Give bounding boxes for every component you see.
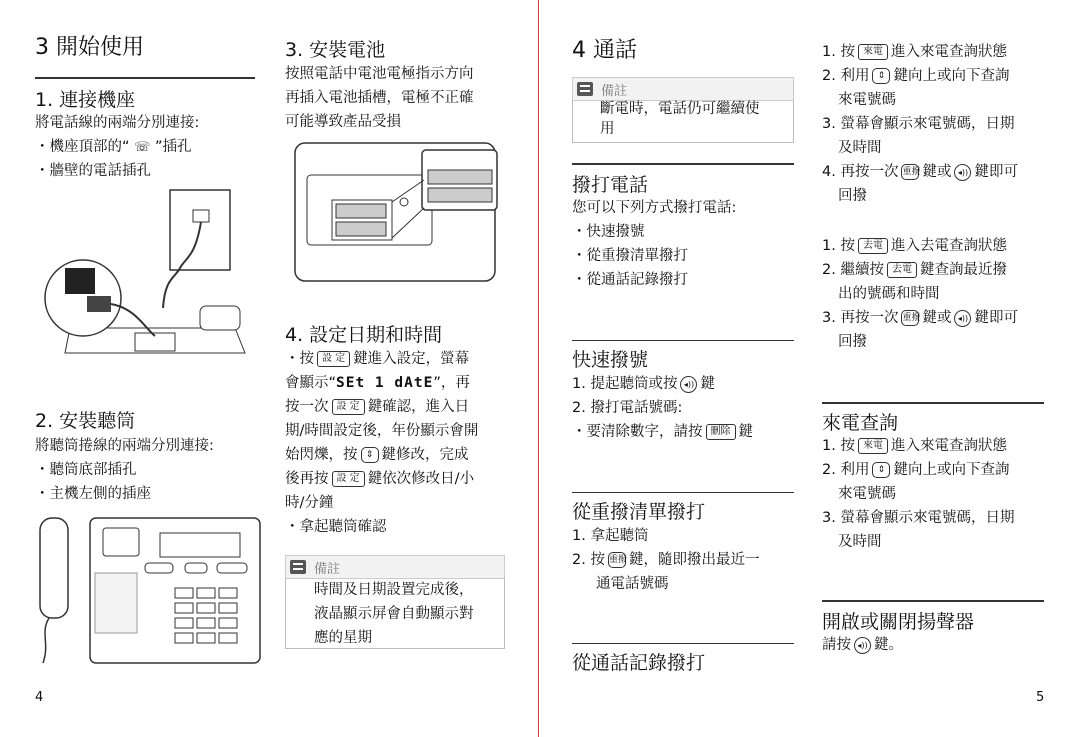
- incoming1-line-3: 來電號碼: [838, 92, 896, 108]
- in1-l6-c: 鍵即可: [974, 164, 1018, 180]
- dial-title: 撥打電話: [572, 174, 649, 196]
- note-left-line-1: 時間及日期設置完成後，: [314, 582, 474, 598]
- quick-line-3: [572, 420, 753, 444]
- dial-bullet-1: ・快速撥號: [572, 224, 645, 240]
- incoming2-line-5: 及時間: [838, 534, 882, 550]
- connect-b1-post: ”插孔: [155, 139, 192, 155]
- callin-key: 來電: [858, 438, 888, 454]
- redial-line-1: 1. 拿起聽筒: [572, 528, 649, 544]
- page-number-left: 4: [35, 690, 44, 705]
- note-icon: [577, 82, 593, 96]
- out-l1-b: 進入去電查詢狀態: [890, 238, 1007, 254]
- datetime-line-6: [285, 467, 474, 491]
- dt-l6-b: 鍵依次修改日/小: [367, 471, 475, 487]
- out-l1-a: 1. 按: [822, 238, 855, 254]
- incoming2-title: 來電查詢: [822, 412, 899, 434]
- speaker-line-1: [822, 633, 903, 657]
- nav-key-icon: ⇕: [872, 68, 890, 84]
- note-left-line-2: 液晶顯示屏會自動顯示對: [314, 606, 474, 622]
- datetime-line-1: [285, 347, 469, 371]
- spk-l1-a: 請按: [822, 637, 851, 653]
- incoming1-line-1: [822, 40, 1007, 64]
- datetime-line-5: [285, 443, 469, 467]
- dt-l2-a: 會顯示“: [285, 375, 337, 391]
- phone-handset-illustration: [35, 513, 265, 668]
- in1-l1-b: 進入來電查詢狀態: [890, 44, 1007, 60]
- redial-title: 從重撥清單撥打: [572, 501, 706, 523]
- redial-l2-a: 2. 按: [572, 552, 605, 568]
- incoming2-line-2: [822, 458, 1009, 482]
- calllog-title: 從通話記錄撥打: [572, 652, 706, 674]
- redial-rule: [572, 492, 794, 493]
- base-connection-illustration: [35, 188, 265, 368]
- dt-l5-b: 鍵修改，完成: [381, 447, 469, 463]
- incoming2-rule: [822, 402, 1044, 404]
- dt-l3-a: 按一次: [285, 399, 329, 415]
- note-label: 備註: [601, 84, 628, 99]
- nav-key-icon: ⇕: [872, 462, 890, 478]
- incoming1-line-5: 及時間: [838, 140, 882, 156]
- callin-key: 來電: [858, 44, 888, 60]
- incoming2-line-3: 來電號碼: [838, 486, 896, 502]
- callout-key: 去電: [887, 262, 917, 278]
- note-left-line-3: 應的星期: [314, 630, 372, 646]
- dt-l6-a: 後再按: [285, 471, 329, 487]
- incoming1-line-6: [822, 160, 1018, 184]
- delete-key: 刪除: [706, 424, 736, 440]
- outgoing-line-3: 出的號碼和時間: [838, 286, 940, 302]
- spk-l1-b: 鍵。: [874, 637, 903, 653]
- out-l2-a: 2. 繼續按: [822, 262, 884, 278]
- outgoing-line-5: 回撥: [838, 334, 867, 350]
- speaker-key-icon: ◂)): [680, 376, 697, 393]
- redial-key-icon: 重撥: [901, 164, 919, 180]
- connect-intro: 將電話線的兩端分別連接:: [35, 115, 200, 131]
- set-key: 設 定: [332, 399, 365, 415]
- speaker-rule: [822, 600, 1044, 602]
- section-3-title: 3 開始使用: [35, 35, 144, 60]
- set-datetime-title: 4. 設定日期和時間: [285, 324, 443, 346]
- in2-l2-a: 2. 利用: [822, 462, 870, 478]
- connect-b1-pre: ・機座頂部的“: [35, 139, 130, 155]
- out-l4-a: 3. 再按一次: [822, 310, 899, 326]
- redial-line-2: [572, 548, 759, 572]
- nav-key-icon: ⇕: [361, 447, 379, 463]
- in1-l2-b: 鍵向上或向下查詢: [893, 68, 1010, 84]
- dt-l1-b: 鍵進入設定，螢幕: [353, 351, 470, 367]
- page-fold-line: [538, 0, 539, 737]
- speaker-key-icon: ◂)): [954, 164, 971, 181]
- handset-bullet-2: ・主機左側的插座: [35, 486, 151, 502]
- dial-bullet-3: ・從通話記錄撥打: [572, 272, 688, 288]
- datetime-line-2: [285, 371, 470, 395]
- dial-rule: [572, 163, 794, 165]
- outgoing-line-1: [822, 234, 1007, 258]
- incoming2-line-1: [822, 434, 1007, 458]
- note-right-line-1: 斷電時，電話仍可繼續使: [600, 101, 760, 117]
- speaker-title: 開啟或關閉揚聲器: [822, 611, 975, 633]
- quick-dial-rule: [572, 340, 794, 341]
- outgoing-line-4: [822, 306, 1018, 330]
- quick-dial-title: 快速撥號: [572, 349, 649, 371]
- out-l4-c: 鍵即可: [974, 310, 1018, 326]
- quick-line-1: [572, 372, 715, 396]
- in1-l6-b: 鍵或: [922, 164, 952, 180]
- note-right-line-2: 用: [600, 121, 615, 137]
- in1-l1-a: 1. 按: [822, 44, 855, 60]
- install-handset-title: 2. 安裝聽筒: [35, 410, 136, 432]
- phone-jack-icon: ☏: [134, 140, 151, 155]
- datetime-bullet-2: ・拿起聽筒確認: [285, 519, 387, 535]
- redial-line-3: 通電話號碼: [596, 576, 669, 592]
- quick-l1-b: 鍵: [700, 376, 715, 392]
- incoming1-line-4: 3. 螢幕會顯示來電號碼，日期: [822, 116, 1015, 132]
- section-4-title: 4 通話: [572, 38, 637, 63]
- section-3-rule: [35, 77, 255, 79]
- battery-line-1: 按照電話中電池電極指示方向: [285, 66, 474, 82]
- callout-key: 去電: [858, 238, 888, 254]
- install-battery-title: 3. 安裝電池: [285, 39, 386, 61]
- redial-key-icon: 重撥: [608, 552, 626, 568]
- datetime-line-4: 期/時間設定後，年份顯示會開: [285, 423, 479, 439]
- connect-bullet-2: ・牆壁的電話插孔: [35, 163, 151, 179]
- speaker-key-icon: ◂)): [854, 637, 871, 654]
- connect-bullet-1: [35, 135, 192, 160]
- dt-l3-b: 鍵確認，進入日: [367, 399, 470, 415]
- incoming2-line-4: 3. 螢幕會顯示來電號碼，日期: [822, 510, 1015, 526]
- in1-l2-a: 2. 利用: [822, 68, 870, 84]
- redial-l2-b: 鍵，隨即撥出最近一: [628, 552, 760, 568]
- in2-l1-a: 1. 按: [822, 438, 855, 454]
- dt-l5-a: 始閃爍，按: [285, 447, 358, 463]
- datetime-line-7: 時/分鐘: [285, 495, 334, 511]
- outgoing-line-2: [822, 258, 1007, 282]
- out-l2-b: 鍵查詢最近撥: [919, 262, 1007, 278]
- page-number-right: 5: [1036, 690, 1045, 705]
- set-key: 設 定: [317, 351, 350, 367]
- note-header-left: [285, 555, 505, 579]
- handset-bullet-1: ・聽筒底部插孔: [35, 462, 137, 478]
- in1-l6-a: 4. 再按一次: [822, 164, 899, 180]
- battery-line-2: 再插入電池插槽，電極不正確: [285, 90, 474, 106]
- dt-l1-a: ・按: [285, 351, 314, 367]
- quick-l3-b: 鍵: [738, 424, 753, 440]
- datetime-line-3: [285, 395, 469, 419]
- calllog-rule: [572, 643, 794, 644]
- quick-line-2: 2. 撥打電話號碼:: [572, 400, 683, 416]
- lcd-set-date: SEt 1 dAtE: [336, 375, 434, 391]
- battery-illustration: [292, 140, 507, 285]
- out-l4-b: 鍵或: [922, 310, 952, 326]
- quick-l1-a: 1. 提起聽筒或按: [572, 376, 678, 392]
- redial-key-icon: 重撥: [901, 310, 919, 326]
- handset-intro: 將聽筒捲線的兩端分別連接:: [35, 438, 214, 454]
- connect-base-title: 1. 連接機座: [35, 89, 136, 111]
- note-icon: [290, 560, 306, 574]
- incoming1-line-2: [822, 64, 1009, 88]
- quick-l3-a: ・要清除數字，請按: [572, 424, 703, 440]
- dial-intro: 您可以下列方式撥打電話:: [572, 200, 737, 216]
- incoming1-line-7: 回撥: [838, 188, 867, 204]
- set-key: 設 定: [332, 471, 365, 487]
- dial-bullet-2: ・從重撥清單撥打: [572, 248, 688, 264]
- in2-l2-b: 鍵向上或向下查詢: [893, 462, 1010, 478]
- note-label: 備註: [314, 562, 341, 577]
- in2-l1-b: 進入來電查詢狀態: [890, 438, 1007, 454]
- speaker-key-icon: ◂)): [954, 310, 971, 327]
- battery-line-3: 可能導致產品受損: [285, 114, 401, 130]
- dt-l2-b: ”，再: [433, 375, 470, 391]
